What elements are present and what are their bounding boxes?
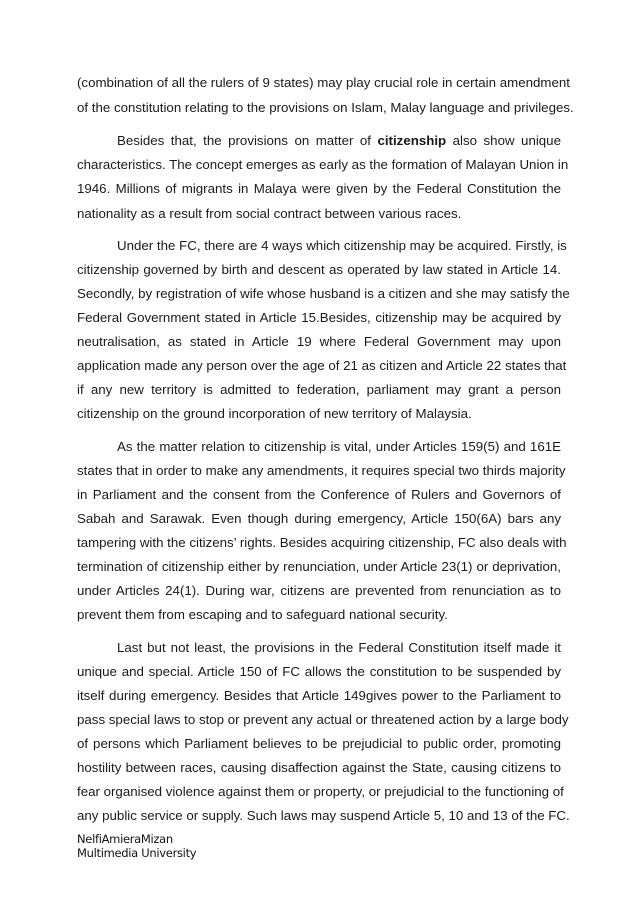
text-line	[117, 133, 561, 149]
text-line: nationality as a result from social contract between various races.	[77, 206, 462, 221]
text-span: also show unique	[452, 133, 561, 148]
text-line: citizenship governed by birth and descent as operated by law stated in Article 14.	[77, 262, 561, 277]
text-line: characteristics. The concept emerges as early as the formation of Malayan Union in	[77, 157, 569, 172]
text-line: termination of citizenship either by renunciation, under Article 23(1) or deprivation,	[77, 559, 561, 574]
text-line: Secondly, by registration of wife whose husband is a citizen and she may satisfy the	[77, 286, 570, 301]
text-line: under Articles 24(1). During war, citizens are prevented from renunciation as to	[77, 583, 561, 598]
text-line: prevent them from escaping and to safeguard national security.	[77, 607, 448, 622]
text-line: if any new territory is admitted to federation, parliament may grant a person	[77, 382, 561, 397]
text-line: citizenship on the ground incorporation of new territory of Malaysia.	[77, 406, 472, 421]
text-line: Sabah and Sarawak. Even though during emergency, Article 150(6A) bars any	[77, 511, 561, 526]
text-line: As the matter relation to citizenship is vital, under Articles 159(5) and 161E	[117, 439, 561, 454]
text-line: pass special laws to stop or prevent any actual or threatened action by a large body	[77, 712, 569, 727]
text-line: itself during emergency. Besides that Article 149gives power to the Parliament to	[77, 688, 561, 703]
text-line: unique and special. Article 150 of FC allows the constitution to be suspended by	[77, 664, 561, 679]
text-line: neutralisation, as stated in Article 19 where Federal Government may upon	[77, 334, 561, 349]
text-line: any public service or supply. Such laws may suspend Article 5, 10 and 13 of the FC.	[77, 808, 570, 823]
text-line: hostility between races, causing disaffection against the State, causing citizens to	[77, 760, 561, 775]
emphasis-citizenship: citizenship	[377, 133, 447, 148]
footer-institution: Multimedia University	[77, 846, 197, 860]
footer-author: NelfiAmieraMizan	[77, 832, 173, 846]
text-line: Last but not least, the provisions in the Federal Constitution itself made it	[117, 640, 561, 655]
text-line: states that in order to make any amendments, it requires special two thirds majority	[77, 463, 566, 478]
text-line: Federal Government stated in Article 15.Besides, citizenship may be acquired by	[77, 310, 561, 325]
text-line: tampering with the citizens’ rights. Besides acquiring citizenship, FC also deals with	[77, 535, 567, 550]
text-span: Besides that, the provisions on matter of	[117, 133, 371, 148]
text-line: of the constitution relating to the provisions on Islam, Malay language and privileges.	[77, 100, 574, 115]
text-line: Under the FC, there are 4 ways which citizenship may be acquired. Firstly, is	[117, 238, 567, 253]
text-line: 1946. Millions of migrants in Malaya were given by the Federal Constitution the	[77, 181, 561, 196]
text-line: in Parliament and the consent from the Conference of Rulers and Governors of	[77, 487, 561, 502]
text-line: application made any person over the age of 21 as citizen and Article 22 states that	[77, 358, 567, 373]
text-line: of persons which Parliament believes to be prejudicial to public order, promoting	[77, 736, 561, 751]
text-line: (combination of all the rulers of 9 states) may play crucial role in certain amendment	[77, 75, 570, 90]
text-line: fear organised violence against them or property, or prejudicial to the functioning of	[77, 784, 564, 799]
